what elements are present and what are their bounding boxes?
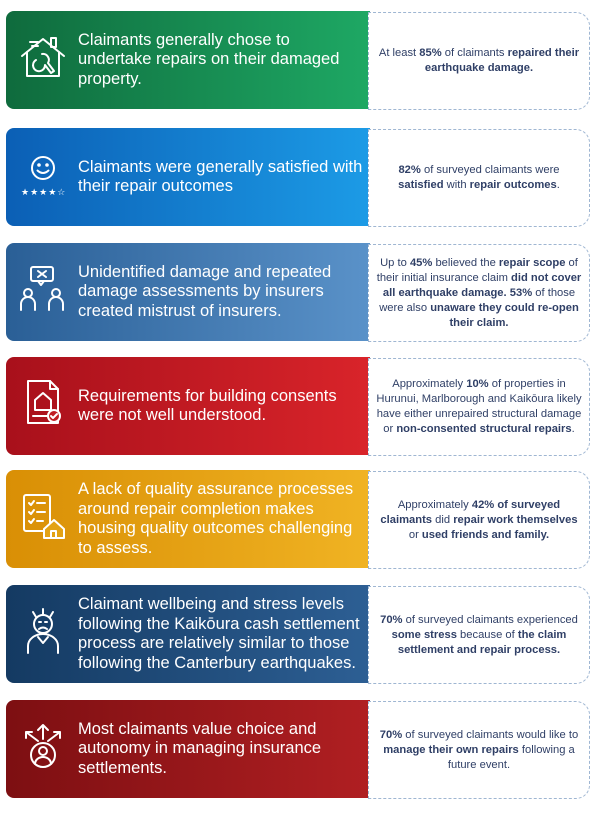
stat-highlight: did not cover all earthquake damage. xyxy=(382,271,582,299)
finding-stat-text xyxy=(376,46,582,76)
finding-stat-text xyxy=(376,613,582,658)
stat-highlight: manage their own repairs xyxy=(383,743,519,756)
stat-text-segment: . xyxy=(556,179,560,191)
stat-highlight: unaware they could re-open their claim. xyxy=(430,301,579,329)
finding-stat-text xyxy=(376,256,582,331)
stat-text-segment: of surveyed claimants were xyxy=(420,164,560,176)
finding-row-autonomy xyxy=(6,700,590,798)
stat-text-segment: of their initial insurance claim xyxy=(376,256,578,284)
stat-text-segment: of surveyed claimants experienced xyxy=(402,613,578,626)
finding-row-mistrust xyxy=(6,243,590,341)
finding-stat-card xyxy=(368,586,590,684)
finding-band xyxy=(6,357,370,455)
checklist-house-icon xyxy=(16,489,70,543)
finding-band xyxy=(6,243,370,341)
stressed-person-icon xyxy=(16,604,70,658)
stat-highlight: 70% xyxy=(380,613,403,626)
stat-text-segment: or xyxy=(408,528,422,541)
stat-text-segment: following a future event. xyxy=(447,743,575,771)
stat-highlight: 82% xyxy=(398,164,421,176)
finding-band xyxy=(6,585,370,683)
finding-row-wellbeing xyxy=(6,585,590,683)
stat-highlight: 45% xyxy=(409,256,433,269)
stat-text-segment: of claimants xyxy=(441,47,508,59)
finding-headline: Claimants were generally satisfied with their repair outcomes xyxy=(78,157,363,195)
finding-headline: Requirements for building consents were not well understood. xyxy=(78,386,337,424)
person-choice-icon xyxy=(16,719,70,773)
finding-row-consents xyxy=(6,357,590,455)
finding-stat-card xyxy=(368,701,590,799)
stat-highlight: 70% xyxy=(379,728,403,741)
star-rating: ★★★★☆ xyxy=(21,187,67,197)
stat-highlight: repair scope xyxy=(498,256,566,269)
stat-text-segment: Approximately xyxy=(397,498,472,511)
finding-stat-text xyxy=(376,163,582,193)
finding-stat-text xyxy=(376,728,582,773)
stat-text-segment: of surveyed claimants would like to xyxy=(402,728,579,741)
stat-text-segment: of properties in Hurunui, Marlborough and Kaikōura likely have either unrepaired structural damage or xyxy=(376,378,582,435)
stat-highlight: 42% of surveyed claimants xyxy=(380,498,561,526)
finding-stat-text xyxy=(376,377,582,437)
stat-text-segment: Approximately xyxy=(392,378,467,390)
stat-highlight: the claim settlement and repair process. xyxy=(397,628,567,656)
stat-text-segment: At least xyxy=(378,47,420,59)
finding-band xyxy=(6,128,370,226)
stat-highlight: repair outcomes xyxy=(469,179,557,191)
stat-text-segment: of those were also xyxy=(379,286,576,314)
stat-text-segment: believed the xyxy=(432,256,499,269)
stat-text-segment: did xyxy=(432,513,454,526)
stat-highlight: 10% xyxy=(466,378,489,390)
finding-headline: Claimants generally chose to undertake repairs on their damaged property. xyxy=(78,30,340,88)
stat-highlight: 85% xyxy=(419,47,442,59)
stat-text-segment: Up to xyxy=(380,256,410,269)
finding-headline: Unidentified damage and repeated damage assessments by insurers created mistrust of insurers. xyxy=(78,262,332,320)
finding-stat-card xyxy=(368,12,590,110)
house-repair-icon xyxy=(16,30,70,84)
finding-stat-card xyxy=(368,358,590,456)
finding-stat-card xyxy=(368,129,590,227)
finding-stat-card xyxy=(368,244,590,342)
stat-text-segment: with xyxy=(443,179,470,191)
stat-highlight: repaired their earthquake damage. xyxy=(424,47,580,74)
stat-highlight: some stress xyxy=(391,628,457,641)
stat-text-segment: . xyxy=(571,423,575,435)
finding-band xyxy=(6,11,370,109)
finding-headline: A lack of quality assurance processes around repair completion makes housing quality outcomes challenging to assess. xyxy=(78,480,354,557)
finding-headline: Claimant wellbeing and stress levels following the Kaikōura cash settlement process are relatively similar to those following the Canterbury earthquakes. xyxy=(78,595,360,672)
consent-document-icon xyxy=(16,376,70,430)
stat-highlight: used friends and family. xyxy=(421,528,550,541)
finding-band xyxy=(6,470,370,568)
stat-highlight: satisfied xyxy=(398,179,444,191)
stat-highlight: repair work themselves xyxy=(453,513,578,526)
finding-band xyxy=(6,700,370,798)
finding-row-satisfaction xyxy=(6,128,590,226)
people-discussion-icon xyxy=(16,262,70,316)
stat-highlight: non-consented structural repairs xyxy=(396,423,572,435)
finding-row-quality-assurance xyxy=(6,470,590,568)
finding-stat-card xyxy=(368,471,590,569)
finding-row-repairs xyxy=(6,11,590,109)
finding-headline: Most claimants value choice and autonomy in managing insurance settlements. xyxy=(78,719,322,777)
finding-stat-text xyxy=(376,498,582,543)
stat-text-segment: because of xyxy=(456,628,518,641)
stat-highlight: 53% xyxy=(509,286,533,299)
